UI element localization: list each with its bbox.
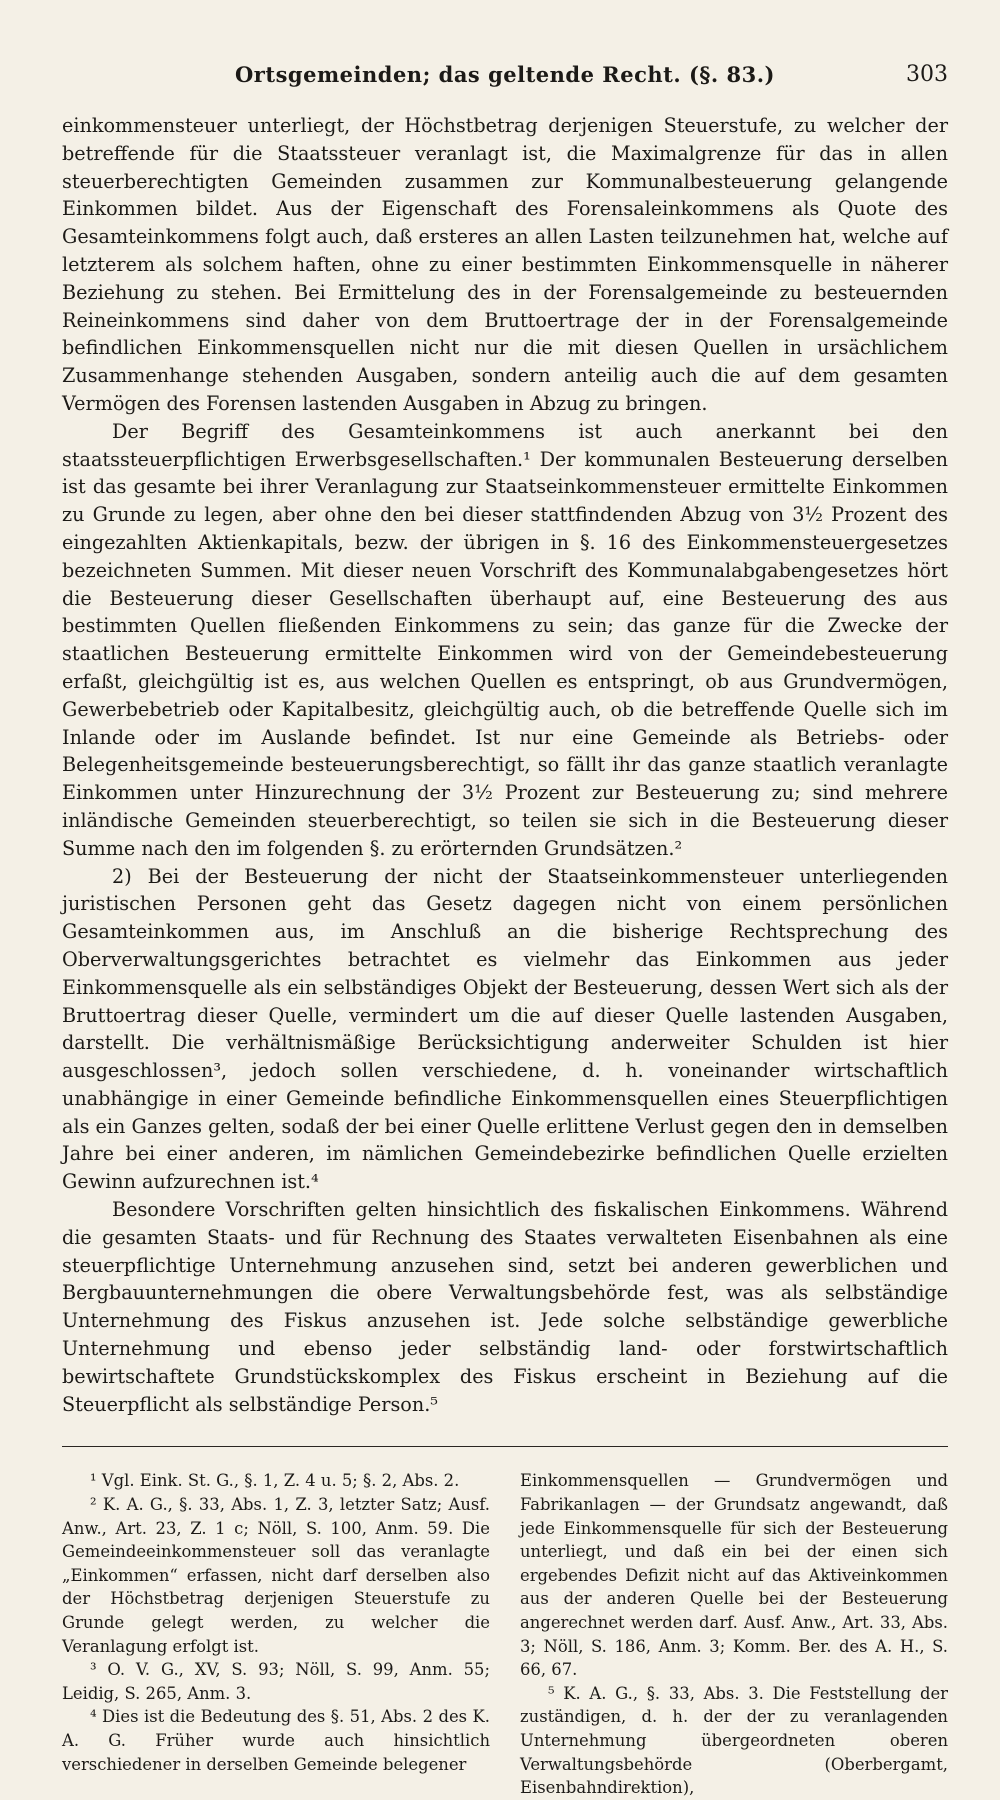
footnote: ⁴ Dies ist die Bedeutung des §. 51, Abs. 2 des K. A. G. Früher wurde auch hinsichtlich verschiedener in derselben Gemeinde belegener	[62, 1707, 490, 1774]
paragraph: Besondere Vorschriften gelten hinsichtlich des fiskalischen Einkommens. Während die gesamten Staats- und für Rechnung des Staates verwalteten Eisenbahnen als eine steuerpflichtige Unternehmung anzusehen sind, setzt bei anderen gewerblichen und Bergbauunternehmungen die obere Verwaltungsbehörde fest, was als selbständige Unternehmung des Fiskus anzusehen ist. Jede solche selbständige gewerbliche Unternehmung und ebenso jeder selbständig land- oder forstwirtschaftlich bewirtschaftete Grundstückskomplex des Fiskus erscheint in Beziehung auf die Steuerpflicht als selbständige Person.⁵	[62, 1198, 948, 1416]
footnote: ⁵ K. A. G., §. 33, Abs. 3. Die Feststellung der zuständigen, d. h. der der zu veranlagenden Unternehmung übergeordneten oberen Verwaltungsbehörde (Oberbergamt, Eisenbahndirektion),	[520, 1683, 948, 1798]
footnote: ³ O. V. G., XV, S. 93; Nöll, S. 99, Anm. 55; Leidig, S. 265, Anm. 3.	[62, 1660, 490, 1703]
running-head: Ortsgemeinden; das geltende Recht. (§. 83.)	[235, 62, 775, 87]
paragraph: 2) Bei der Besteuerung der nicht der Staatseinkommensteuer unterliegenden juristischen Personen geht das Gesetz dagegen nicht von einem persönlichen Gesamteinkommen aus, im Anschluß an die bisherige Rechtsprechung des Oberverwaltungsgerichtes betrachtet es vielmehr das Einkommen aus jeder Einkommensquelle als ein selbständiges Objekt der Besteuerung, dessen Wert sich als der Bruttoertrag dieser Quelle, vermindert um die auf dieser Quelle lastenden Ausgaben, darstellt. Die verhältnismäßige Berücksichtigung anderweiter Schulden ist hier ausgeschlossen³, jedoch sollen verschiedene, d. h. voneinander wirtschaftlich unabhängige in einer Gemeinde befindliche Einkommensquellen eines Steuerpflichtigen als ein Ganzes gelten, sodaß der bei einer Quelle erlittene Verlust gegen den in demselben Jahre bei einer anderen, im nämlichen Gemeindebezirke befindlichen Quelle erzielten Gewinn aufzurechnen ist.⁴	[62, 864, 948, 1194]
footnotes	[62, 1469, 948, 1799]
footnotes-left-column	[62, 1469, 490, 1799]
page-header	[62, 58, 948, 98]
footnotes-right-column	[520, 1469, 948, 1799]
page-number: 303	[906, 62, 948, 87]
footnote-divider	[62, 1446, 948, 1447]
body-text	[62, 112, 948, 1418]
footnote-continuation: Einkommensquellen — Grundvermögen und Fabrikanlagen — der Grundsatz angewandt, daß jede Einkommensquelle für sich der Besteuerung unterliegt, und daß ein bei der einen sich ergebendes Defizit nicht auf das Aktiveinkommen aus der anderen Quelle bei der Besteuerung angerechnet werden darf. Ausf. Anw., Art. 33, Abs. 3; Nöll, S. 186, Anm. 3; Komm. Ber. des A. H., S. 66, 67.	[520, 1471, 948, 1680]
footnote: ² K. A. G., §. 33, Abs. 1, Z. 3, letzter Satz; Ausf. Anw., Art. 23, Z. 1 c; Nöll, S. 100, Anm. 59. Die Gemeindeeinkommensteuer soll das veranlagte „Einkommen“ erfassen, nicht darf derselben also der Höchstbetrag derjenigen Steuerstufe zu Grunde gelegt werden, zu welcher die Veranlagung erfolgt ist.	[62, 1495, 490, 1656]
paragraph: Der Begriff des Gesamteinkommens ist auch anerkannt bei den staatssteuerpflichtigen Erwerbsgesellschaften.¹ Der kommunalen Besteuerung derselben ist das gesamte bei ihrer Veranlagung zur Staatseinkommensteuer ermittelte Einkommen zu Grunde zu legen, aber ohne den bei dieser stattfindenden Abzug von 3½ Prozent des eingezahlten Aktienkapitals, bezw. der übrigen in §. 16 des Einkommensteuergesetzes bezeichneten Summen. Mit dieser neuen Vorschrift des Kommunalabgabengesetzes hört die Besteuerung dieser Gesellschaften überhaupt auf, eine Besteuerung des aus bestimmten Quellen fließenden Einkommens zu sein; das ganze für die Zwecke der staatlichen Besteuerung ermittelte Einkommen wird von der Gemeindebesteuerung erfaßt, gleichgültig ist es, aus welchen Quellen es entspringt, ob aus Grundvermögen, Gewerbebetrieb oder Kapitalbesitz, gleichgültig auch, ob die betreffende Quelle sich im Inlande oder im Auslande befindet. Ist nur eine Gemeinde als Betriebs- oder Belegenheitsgemeinde besteuerungsberechtigt, so fällt ihr das ganze staatlich veranlagte Einkommen unter Hinzurechnung der 3½ Prozent zur Besteuerung zu; sind mehrere inländische Gemeinden steuerberechtigt, so teilen sie sich in die Besteuerung dieser Summe nach den im folgenden §. zu erörternden Grundsätzen.²	[62, 419, 948, 860]
footnote: ¹ Vgl. Eink. St. G., §. 1, Z. 4 u. 5; §. 2, Abs. 2.	[90, 1471, 460, 1491]
paragraph: einkommensteuer unterliegt, der Höchstbetrag derjenigen Steuerstufe, zu welcher der betreffende für die Staatssteuer veranlagt ist, die Maximalgrenze für das in allen steuerberechtigten Gemeinden zusammen zur Kommunalbesteuerung gelangende Einkommen bildet. Aus der Eigenschaft des Forensaleinkommens als Quote des Gesamteinkommens folgt auch, daß ersteres an allen Lasten teilzunehmen hat, welche auf letzterem als solchem haften, ohne zu einer bestimmten Einkommensquelle in näherer Beziehung zu stehen. Bei Ermittelung des in der Forensalgemeinde zu besteuernden Reineinkommens sind daher von dem Bruttoertrage der in der Forensalgemeinde befindlichen Einkommensquellen nicht nur die mit diesen Quellen in ursächlichem Zusammenhange stehenden Ausgaben, sondern anteilig auch die auf dem gesamten Vermögen des Forensen lastenden Ausgaben in Abzug zu bringen.	[62, 114, 948, 415]
